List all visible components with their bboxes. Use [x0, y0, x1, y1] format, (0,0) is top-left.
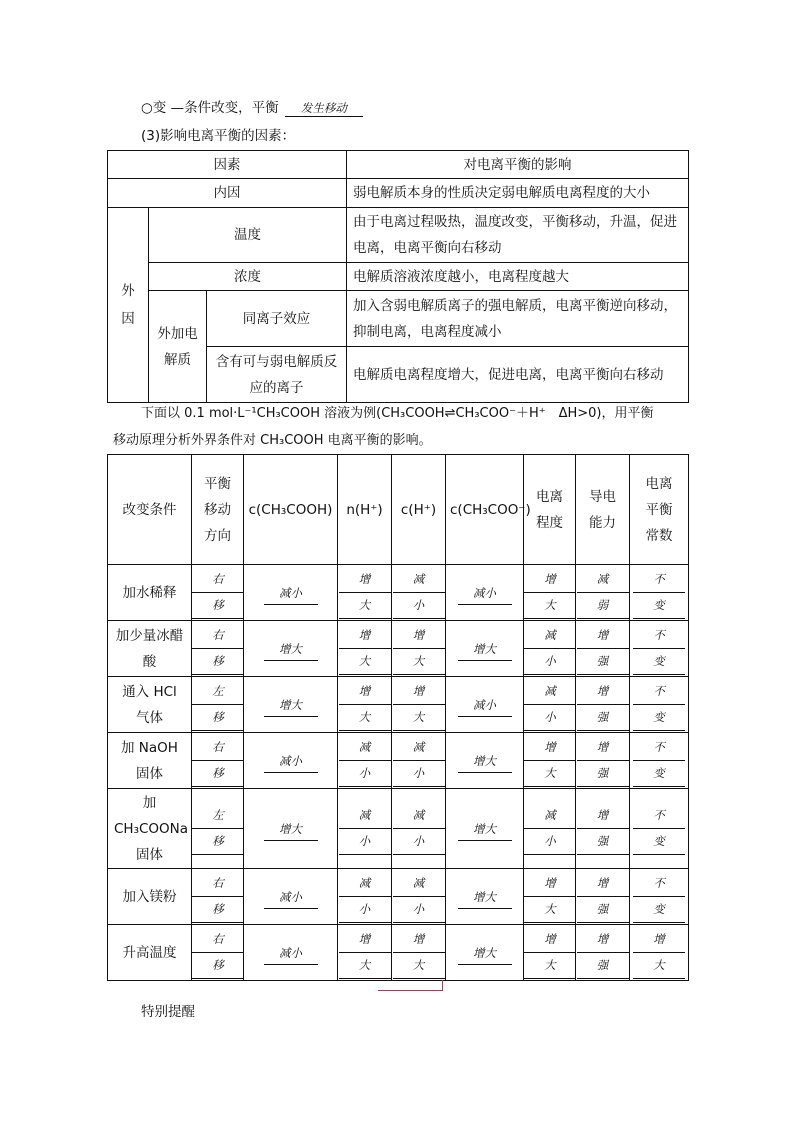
- answer-cell: [446, 789, 524, 869]
- answer-cell: [244, 733, 338, 789]
- special-reminder: 特别提醒: [141, 1004, 195, 1020]
- paragraph-line2: 移动原理分析外界条件对 CH₃COOH 电离平衡的影响。: [113, 433, 432, 448]
- answer-cell: [192, 789, 244, 869]
- row-add-mg-powder: [108, 869, 689, 925]
- answer-text: 增 强: [577, 927, 629, 979]
- answer-cell: [392, 565, 446, 621]
- row-dilute-with-water: [108, 565, 689, 621]
- answer-text: 增大: [458, 886, 512, 909]
- answer-text: 减 小: [339, 803, 391, 855]
- answer-text: 左 移: [192, 679, 244, 731]
- answer-text: 减 弱: [577, 567, 629, 619]
- answer-text: 右 移: [192, 871, 244, 923]
- answer-text: 减小: [458, 582, 512, 605]
- answer-text: 减 小: [393, 871, 445, 923]
- answer-cell: [630, 621, 689, 677]
- answer-cell: [244, 565, 338, 621]
- answer-cell: [576, 677, 630, 733]
- answer-text: 增大: [458, 638, 512, 661]
- row-add-naoh-solid: [108, 733, 689, 789]
- answer-text: 减 小: [524, 679, 576, 731]
- temperature-factor: 温度: [149, 208, 347, 263]
- answer-cell: [244, 869, 338, 925]
- condition-label: 升高温度: [108, 925, 192, 981]
- answer-text: 增 大: [339, 567, 391, 619]
- answer-cell: [338, 869, 392, 925]
- answer-cell: [446, 677, 524, 733]
- answer-text: 右 移: [192, 927, 244, 979]
- answer-cell: [446, 733, 524, 789]
- answer-cell: [192, 869, 244, 925]
- answer-text: 减小: [264, 942, 318, 965]
- answer-text: 减小: [458, 694, 512, 717]
- answer-cell: [338, 733, 392, 789]
- intro-line1: [141, 96, 363, 117]
- condition-label: 加水稀释: [108, 565, 192, 621]
- common-ion-effect: 加入含弱电解质离子的强电解质，电离平衡逆向移动，抑制电离，电离程度减小: [347, 291, 689, 347]
- header-factor: 因素: [108, 151, 347, 179]
- concentration-effect: 电解质溶液浓度越小，电离程度越大: [347, 263, 689, 291]
- external-factor: 外因: [108, 208, 149, 403]
- added-electrolyte-factor: 外加电解质: [149, 291, 207, 403]
- answer-cell: [338, 621, 392, 677]
- answer-text: 减 小: [393, 567, 445, 619]
- answer-cell: [338, 565, 392, 621]
- condition-label: 加 NaOH 固体: [108, 733, 192, 789]
- answer-cell: [244, 677, 338, 733]
- answer-text: 增 大: [524, 735, 576, 787]
- answer-text: 增 大: [339, 679, 391, 731]
- answer-cell: [192, 677, 244, 733]
- answer-text: 增 大: [524, 567, 576, 619]
- answer-cell: [192, 925, 244, 981]
- answer-cell: [392, 789, 446, 869]
- answer-cell: [524, 733, 576, 789]
- answer-cell: [524, 565, 576, 621]
- header-c-ch3coo: c(CH₃COO⁻): [446, 455, 524, 565]
- answer-text: 减 小: [393, 803, 445, 855]
- concentration-factor: 浓度: [149, 263, 347, 291]
- answer-text: 增大: [458, 750, 512, 773]
- header-c-ch3cooh: c(CH₃COOH): [244, 455, 338, 565]
- answer-cell: [576, 733, 630, 789]
- answer-text: 增 大: [393, 927, 445, 979]
- answer-text: 减 小: [524, 623, 576, 675]
- condition-label: 加入镁粉: [108, 869, 192, 925]
- answer-text: 增 大: [524, 927, 576, 979]
- answer-cell: [524, 677, 576, 733]
- answer-cell: [446, 925, 524, 981]
- answer-cell: [576, 925, 630, 981]
- temperature-effect: 由于电离过程吸热，温度改变，平衡移动，升温，促进电离，电离平衡向右移动: [347, 208, 689, 263]
- answer-text: 增 大: [339, 623, 391, 675]
- answer-cell: [244, 789, 338, 869]
- answer-text: 不 变: [633, 735, 685, 787]
- answer-text: 增 大: [393, 679, 445, 731]
- intro-line1-answer: 发生移动: [285, 100, 363, 117]
- row-add-ch3coona-solid: [108, 789, 689, 869]
- answer-cell: [392, 677, 446, 733]
- answer-cell: [192, 565, 244, 621]
- answer-text: 减小: [264, 750, 318, 773]
- answer-cell: [630, 677, 689, 733]
- answer-cell: [338, 925, 392, 981]
- answer-cell: [630, 733, 689, 789]
- header-effect: 对电离平衡的影响: [347, 151, 689, 179]
- intro-line1-prefix: ○变 —条件改变，平衡: [141, 100, 279, 116]
- answer-cell: [524, 925, 576, 981]
- answer-text: 增 强: [577, 735, 629, 787]
- answer-text: 减 小: [339, 735, 391, 787]
- answer-cell: [446, 565, 524, 621]
- answer-text: 不 变: [633, 803, 685, 855]
- answer-text: 增 大: [393, 623, 445, 675]
- answer-cell: [192, 621, 244, 677]
- answer-text: 不 变: [633, 679, 685, 731]
- answer-text: 增大: [458, 818, 512, 841]
- answer-text: 增 强: [577, 871, 629, 923]
- row-raise-temperature: [108, 925, 689, 981]
- header-ionization-degree: 电离程度: [524, 455, 576, 565]
- header-condition: 改变条件: [108, 455, 192, 565]
- answer-cell: [392, 925, 446, 981]
- header-c-h: c(H⁺): [392, 455, 446, 565]
- answer-text: 增 大: [633, 927, 685, 979]
- answer-cell: [524, 621, 576, 677]
- answer-text: 减 小: [524, 803, 576, 855]
- answer-cell: [446, 621, 524, 677]
- answer-text: 增大: [264, 694, 318, 717]
- answer-cell: [338, 789, 392, 869]
- answer-cell: [524, 869, 576, 925]
- reactive-ion-factor: 含有可与弱电解质反应的离子: [207, 347, 347, 403]
- answer-text: 增 大: [524, 871, 576, 923]
- condition-label: 加少量冰醋酸: [108, 621, 192, 677]
- answer-text: 增大: [458, 942, 512, 965]
- answer-cell: [524, 789, 576, 869]
- header-shift-direction: 平衡移动方向: [192, 455, 244, 565]
- answer-text: 左 移: [192, 803, 244, 855]
- answer-cell: [630, 925, 689, 981]
- header-ionization-constant: 电离平衡常数: [630, 455, 689, 565]
- answer-cell: [576, 869, 630, 925]
- answer-cell: [244, 925, 338, 981]
- header-conductivity: 导电能力: [576, 455, 630, 565]
- answer-text: 减小: [264, 582, 318, 605]
- factors-table: [107, 150, 689, 403]
- answer-text: 增大: [264, 638, 318, 661]
- answer-text: 增 强: [577, 803, 629, 855]
- answer-cell: [630, 869, 689, 925]
- internal-factor: 内因: [108, 179, 347, 208]
- answer-cell: [576, 789, 630, 869]
- answer-text: 右 移: [192, 735, 244, 787]
- answer-cell: [576, 565, 630, 621]
- header-n-h: n(H⁺): [338, 455, 392, 565]
- answer-cell: [392, 869, 446, 925]
- answer-cell: [576, 621, 630, 677]
- conditions-table: [107, 454, 689, 981]
- answer-cell: [244, 621, 338, 677]
- answer-text: 增大: [264, 818, 318, 841]
- section-heading: (3)影响电离平衡的因素：: [141, 128, 296, 144]
- answer-cell: [630, 565, 689, 621]
- answer-cell: [338, 677, 392, 733]
- answer-cell: [392, 621, 446, 677]
- row-add-glacial-acetic-acid: [108, 621, 689, 677]
- row-add-hcl-gas: [108, 677, 689, 733]
- answer-text: 减小: [264, 886, 318, 909]
- answer-text: 不 变: [633, 567, 685, 619]
- common-ion-factor: 同离子效应: [207, 291, 347, 347]
- paragraph-line1: 下面以 0.1 mol·L⁻¹CH₃COOH 溶液为例(CH₃COOH⇌CH₃COO⁻＋H⁺ ΔH>0)，用平衡: [141, 406, 654, 421]
- reactive-ion-effect: 电解质电离程度增大，促进电离，电离平衡向右移动: [347, 347, 689, 403]
- answer-text: 增 强: [577, 679, 629, 731]
- pen-mark: [378, 980, 443, 991]
- answer-cell: [192, 733, 244, 789]
- answer-text: 右 移: [192, 567, 244, 619]
- answer-text: 增 大: [339, 927, 391, 979]
- answer-text: 增 强: [577, 623, 629, 675]
- answer-text: 不 变: [633, 871, 685, 923]
- internal-effect: 弱电解质本身的性质决定弱电解质电离程度的大小: [347, 179, 689, 208]
- answer-cell: [630, 789, 689, 869]
- condition-label: 通入 HCl 气体: [108, 677, 192, 733]
- answer-text: 不 变: [633, 623, 685, 675]
- answer-text: 右 移: [192, 623, 244, 675]
- answer-cell: [446, 869, 524, 925]
- condition-label: 加 CH₃COONa 固体: [108, 789, 192, 869]
- answer-text: 减 小: [339, 871, 391, 923]
- answer-text: 减 小: [393, 735, 445, 787]
- answer-cell: [392, 733, 446, 789]
